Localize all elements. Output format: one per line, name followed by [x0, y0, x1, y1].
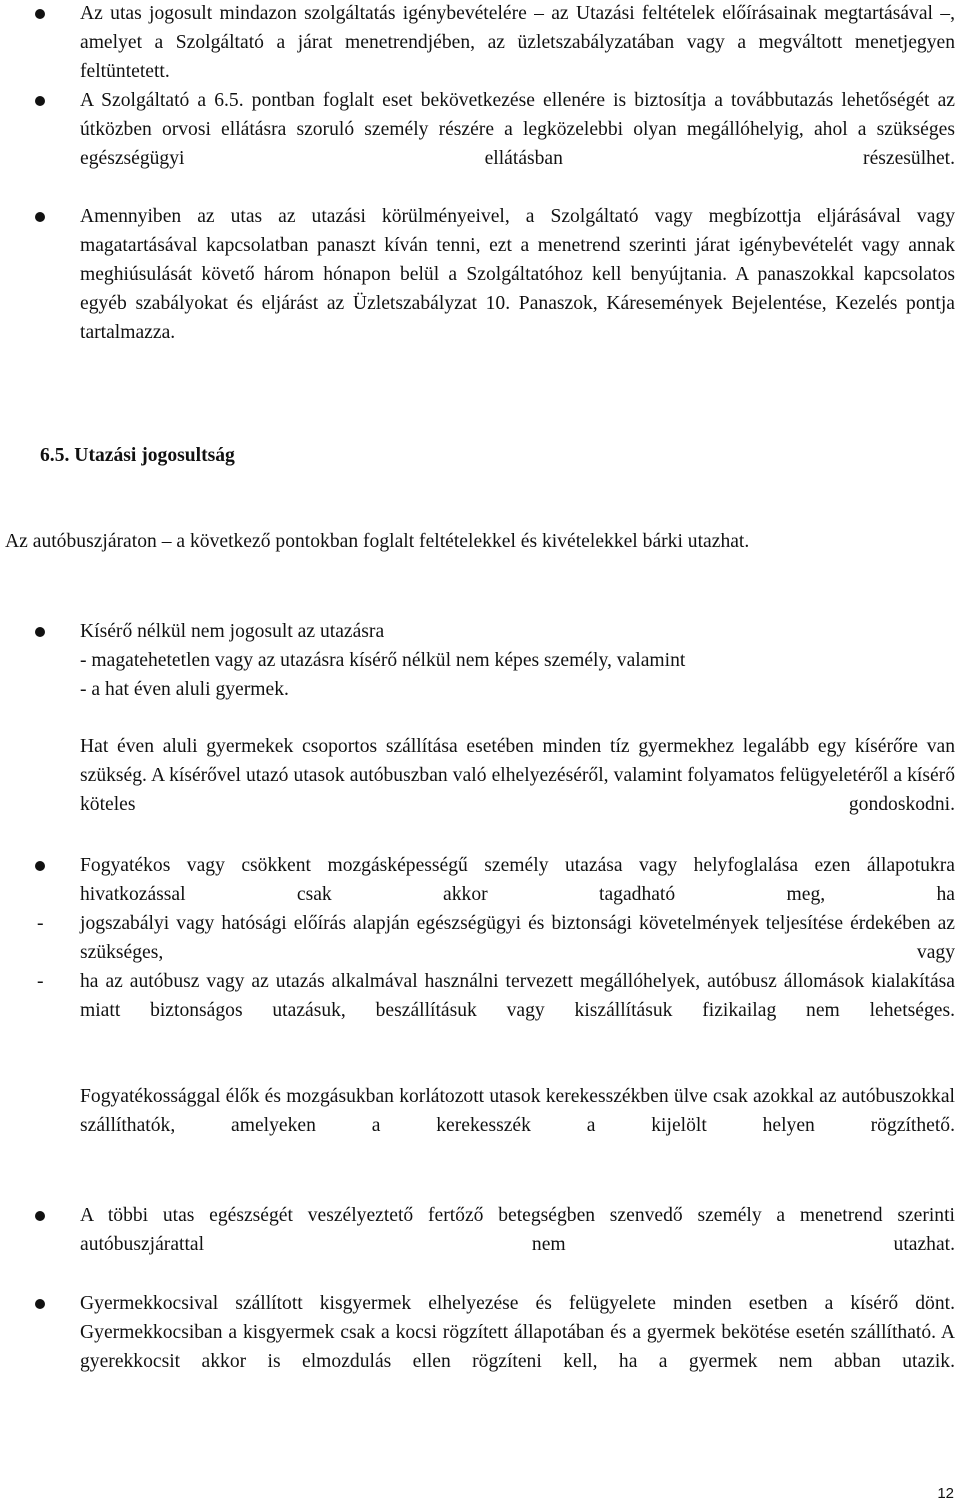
- section-heading: [40, 442, 235, 471]
- bullet-icon: [35, 9, 45, 19]
- disabled-condition: ha az autóbusz vagy az utazás alkalmával használni tervezett megállóhelyek, autóbusz állomások kialakítása miatt biztonságos utazásuk, beszállításuk vagy kiszállításuk fizikailag nem lehetséges.: [80, 971, 955, 1021]
- page-number: 12: [937, 1485, 954, 1502]
- escort-paragraph: Hat éven aluli gyermekek csoportos szállítása esetében minden tíz gyermekhez legalább egy kísérőre van szükség. A kísérővel utazó utasok autóbuszban való elhelyezéséről, valamint folyamatos felügyeletéről a kísérő köteles gondoskodni.: [80, 736, 955, 815]
- bullet-icon: [35, 1211, 45, 1221]
- wheelchair-paragraph: Fogyatékossággal élők és mozgásukban korlátozott utasok kerekesszékben ülve csak azokkal az autóbuszokkal szállíthatók, amelyeken a kerekesszék a kijelölt helyen rögzíthető.: [80, 1086, 955, 1136]
- item-text: Amennyiben az utas az utazási körülményeivel, a Szolgáltató vagy megbízottja eljárásával vagy magatartásával kapcsolatban panaszt kíván tenni, ezt a menetrend szerinti járat igénybevételét vagy annak meghiúsulását követő három hónapon belül a Szolgáltatóhoz kell benyújtania. A panaszokkal kapcsolatos egyéb szabályokat és eljárást az Üzletszabályzat 10. Panaszok, Káresemények Bejelentése, Kezelés pontja tartalmazza.: [80, 206, 955, 343]
- item-text: A Szolgáltató a 6.5. pontban foglalt eset bekövetkezése ellenére is biztosítja a továbbutazás lehetőségét az útközben orvosi ellátásra szoruló személy részére a legközelebbi olyan megállóhelyig, ahol a szükséges egészségügyi ellátásban részesülhet.: [80, 90, 955, 169]
- escort-line: - magatehetetlen vagy az utazásra kísérő nélkül nem képes személy, valamint: [80, 649, 686, 671]
- disabled-condition: jogszabályi vagy hatósági előírás alapján egészségügyi és biztonsági követelmények teljesítése érdekében az szükséges, vagy: [80, 913, 955, 963]
- escort-block: [80, 618, 955, 705]
- bullet-icon: [35, 627, 45, 637]
- infectious-text: A többi utas egészségét veszélyeztető fertőző betegségben szenvedő személy a menetrend szerinti autóbuszjárattal nem utazhat.: [80, 1205, 955, 1255]
- section-title: Utazási jogosultság: [74, 445, 235, 466]
- dash-marker: -: [37, 913, 44, 934]
- disabled-text: Fogyatékos vagy csökkent mozgásképességű személy utazása vagy helyfoglalása ezen állapotukra hivatkozással csak akkor tagadható meg, ha: [80, 855, 955, 905]
- section-number: 6.5.: [40, 445, 70, 466]
- dash-marker: -: [37, 971, 44, 992]
- escort-line: - a hat éven aluli gyermek.: [80, 678, 289, 700]
- bullet-icon: [35, 861, 45, 871]
- bullet-icon: [35, 1299, 45, 1309]
- escort-heading: Kísérő nélkül nem jogosult az utazásra: [80, 621, 385, 642]
- item-text: Az utas jogosult mindazon szolgáltatás igénybevételére – az Utazási feltételek előírásainak megtartásával –, amelyet a Szolgáltató a járat menetrendjében, az üzletszabályzatában vagy a megváltott menetjegyen feltüntetett.: [80, 3, 955, 82]
- bullet-icon: [35, 212, 45, 222]
- bullet-icon: [35, 96, 45, 106]
- section-intro: Az autóbuszjáraton – a következő pontokban foglalt feltételekkel és kivételekkel bárki utazhat.: [5, 531, 750, 552]
- stroller-text: Gyermekkocsival szállított kisgyermek elhelyezése és felügyelete minden esetben a kísérő dönt. Gyermekkocsiban a kisgyermek csak a kocsi rögzített állapotában és a gyermek bekötése esetén szállítható. A gyerekkocsit akkor is elmozdulás ellen rögzíteni kell, ha a gyermek nem abban utazik.: [80, 1293, 955, 1372]
